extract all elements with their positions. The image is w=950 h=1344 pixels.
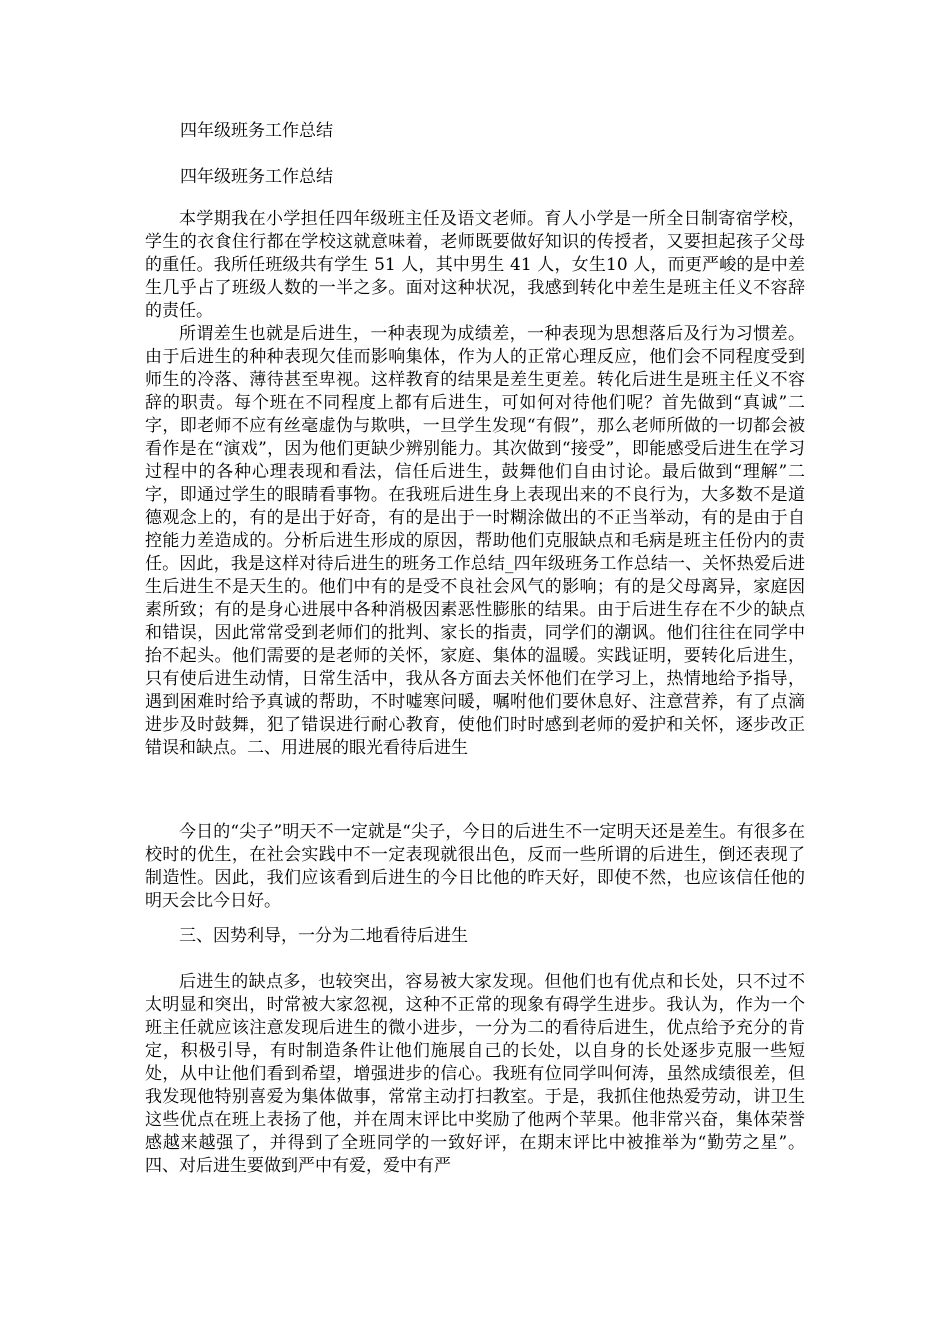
paragraph-section-1 [145, 323, 805, 760]
section-heading: 三、因势利导，一分为二地看待后进生 [179, 926, 468, 946]
document-subtitle: 四年级班务工作总结 [180, 167, 333, 187]
paragraph: 本学期我在小学担任四年级班主任及语文老师。育人小学是一所全日制寄宿学校，学生的衣食住行都在学校这就意味着，老师既要做好知识的传授者，又要担起孩子父母的重任。我所任班级共有学生 51 人，其中男生 41 人，女生10 人，而更严峻的是中差生几乎占了班级人数的一半之多。面对这种状况，我感到转化中差生是班主任义不容辞的责任。 [145, 209, 805, 321]
heading-section-3 [145, 925, 805, 948]
paragraph-section-3 [145, 971, 805, 1178]
paragraph: 所谓差生也就是后进生，一种表现为成绩差，一种表现为思想落后及行为习惯差。由于后进生的种种表现欠佳而影响集体，作为人的正常心理反应，他们会不同程度受到师生的冷落、薄待甚至卑视。这样教育的结果是差生更差。转化后进生是班主任义不容辞的职责。每个班在不同程度上都有后进生，可如何对待他们呢？首先做到“真诚”二字，即老师不应有丝毫虚伪与欺哄，一旦学生发现“有假”，那么老师所做的一切都会被看作是在“演戏”，因为他们更缺少辨别能力。其次做到“接受”，即能感受后进生在学习过程中的各种心理表现和看法，信任后进生，鼓舞他们自由讨论。最后做到“理解”二字，即通过学生的眼睛看事物。在我班后进生身上表现出来的不良行为，大多数不是道德观念上的，有的是出于好奇，有的是出于一时糊涂做出的不正当举动，有的是由于自控能力差造成的。分析后进生形成的原因，帮助他们克服缺点和毛病是班主任份内的责任。因此，我是这样对待后进生的班务工作总结_四年级班务工作总结一、关怀热爱后进生后进生不是天生的。他们中有的是受不良社会风气的影响；有的是父母离异，家庭因素所致；有的是身心进展中各种消极因素恶性膨胀的结果。由于后进生存在不少的缺点和错误，因此常常受到老师们的批判、家长的指责，同学们的潮讽。他们往往在同学中抬不起头。他们需要的是老师的关怀，家庭、集体的温暖。实践证明，要转化后进生，只有使后进生动情，日常生活中，我从各方面去关怀他们在学习上，热情地给予指导，遇到困难时给予真诚的帮助，不时嘘寒问暖，嘱咐他们要休息好、注意营养，有了点滴进步及时鼓舞，犯了错误进行耐心教育，使他们时时感到老师的爱护和关怀，逐步改正错误和缺点。二、用进展的眼光看待后进生 [145, 324, 805, 758]
paragraph-intro [145, 208, 805, 323]
paragraph: 后进生的缺点多，也较突出，容易被大家发现。但他们也有优点和长处，只不过不太明显和突出，时常被大家忽视，这种不正常的现象有碍学生进步。我认为，作为一个班主任就应该注意发现后进生的微小进步，一分为二的看待后进生，优点给予充分的肯定，积极引导，有时制造条件让他们施展自己的长处，以自身的长处逐步克服一些短处，从中让他们看到希望，增强进步的信心。我班有位同学叫何涛，虽然成绩很差，但我发现他特别喜爱为集体做事，常常主动打扫教室。于是，我抓住他热爱劳动，讲卫生这些优点在班上表扬了他，并在周末评比中奖励了他两个苹果。他非常兴奋，集体荣誉感越来越强了，并得到了全班同学的一致好评，在期末评比中被推举为“勤劳之星”。四、对后进生要做到严中有爱，爱中有严 [145, 972, 805, 1176]
document-title: 四年级班务工作总结 [180, 121, 333, 141]
paragraph-section-2 [145, 821, 805, 913]
paragraph: 今日的“尖子”明天不一定就是“尖子，今日的后进生不一定明天还是差生。有很多在校时的优生，在社会实践中不一定表现就很出色，反而一些所谓的后进生，倒还表现了制造性。因此，我们应该看到后进生的今日比他的昨天好，即使不然，也应该信任他的明天会比今日好。 [145, 822, 805, 911]
